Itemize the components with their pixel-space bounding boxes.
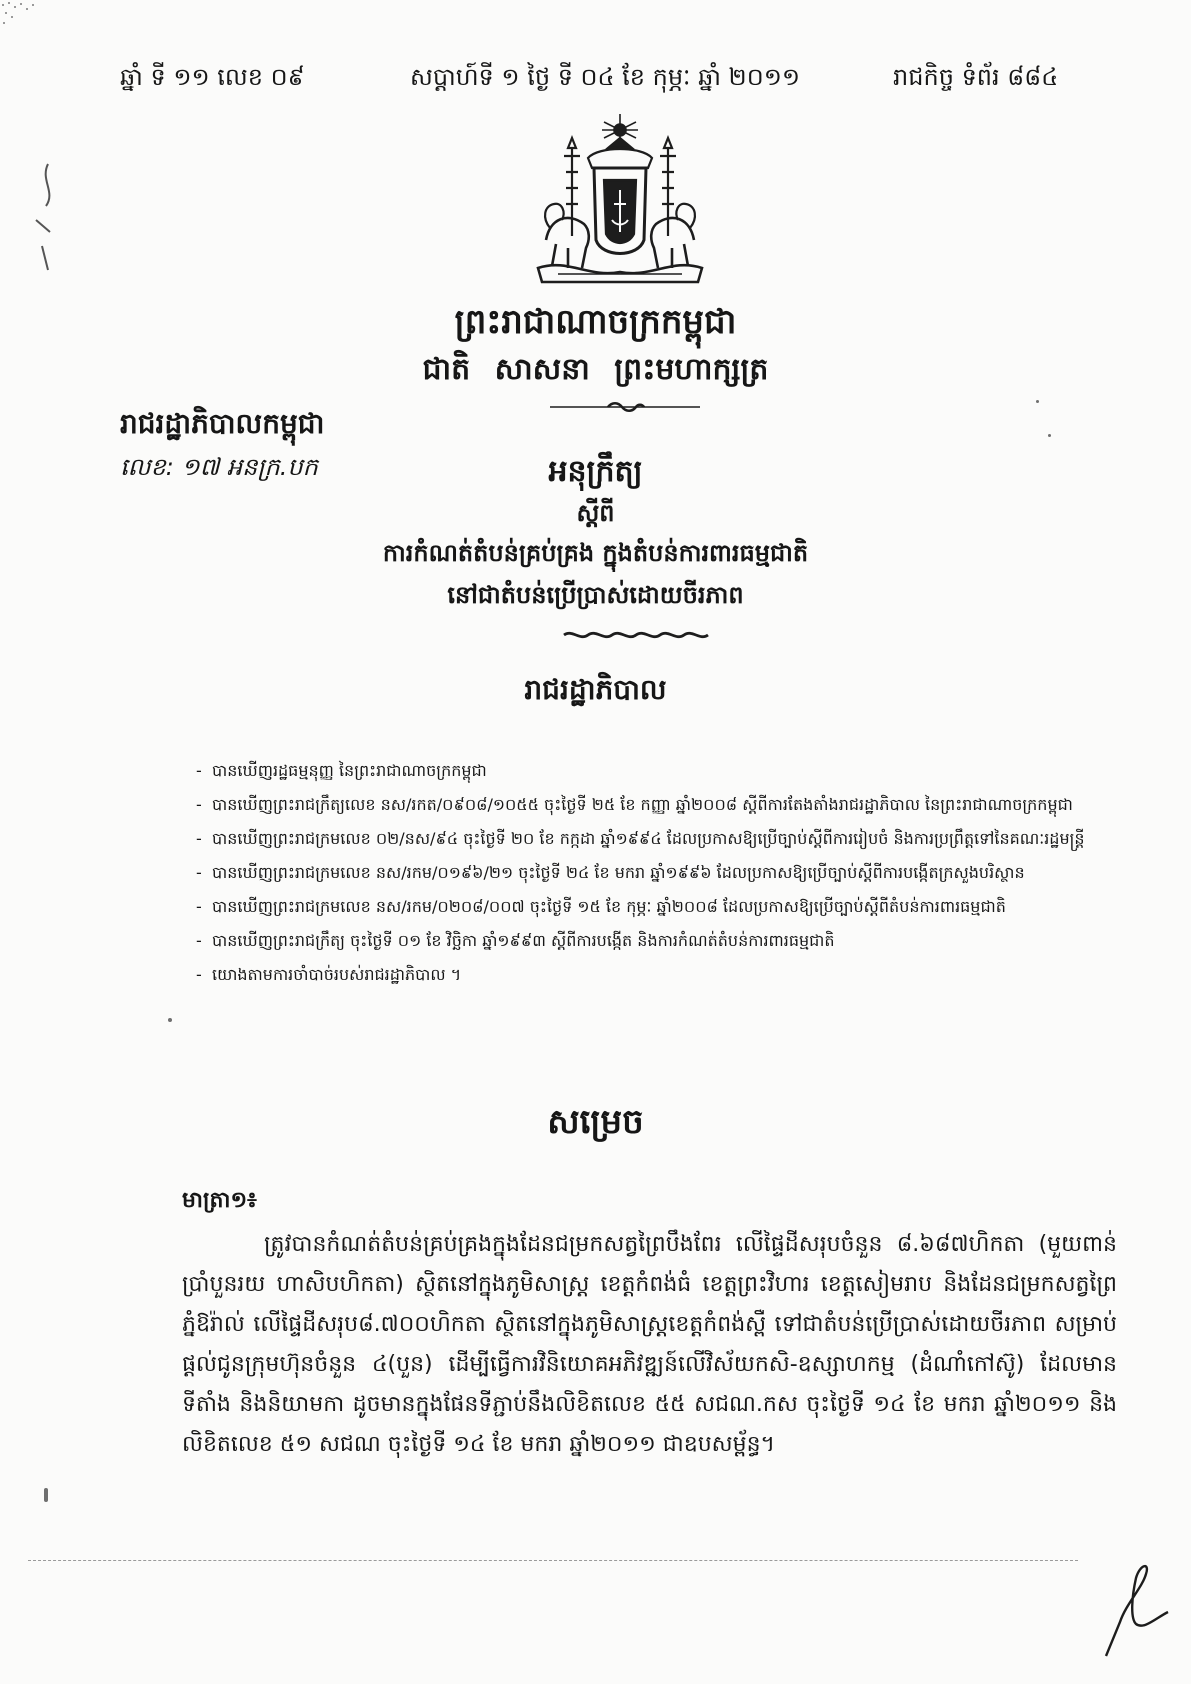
ornament-divider	[560, 628, 720, 642]
article-title: មាត្រា១៖	[182, 1188, 257, 1213]
article-body: ត្រូវបានកំណត់តំបន់គ្រប់គ្រងក្នុងដែនជម្រកសត្វព្រៃបឹងពែរ លើផ្ទៃដីសរុបចំនួន ៨.៦៨៧ហិកតា (មួយពាន់ ប្រាំបួនរយ ហាសិបហិកតា) ស្ថិតនៅក្នុងភូមិសាស្ត្រ ខេត្តកំពង់ធំ ខេត្តព្រះវិហារ ខេត្តសៀមរាប និងដែនជម្រកសត្វព្រៃភ្នំឱរ៉ាល់ លើផ្ទៃដីសរុប៨.៧០០ហិកតា ស្ថិតនៅក្នុងភូមិសាស្ត្រខេត្តកំពង់ស្ពឺ ទៅជាតំបន់ប្រើប្រាស់ដោយចីរភាព សម្រាប់ផ្តល់ជូនក្រុមហ៊ុនចំនួន ៤(បួន) ដើម្បីធ្វើការវិនិយោគអភិវឌ្ឍន៍លើវិស័យកសិ-ឧស្សាហកម្ម (ដំណាំកៅស៊ូ) ដែលមានទីតាំង និងនិយាមកា ដូចមានក្នុងផែនទីភ្ជាប់នឹងលិខិតលេខ ៥៥ សជណ.កស ចុះថ្ងៃទី ១៤ ខែ មករា ឆ្នាំ២០១១ និងលិខិតលេខ ៥១ សជណ ចុះថ្ងៃទី ១៤ ខែ មករា ឆ្នាំ២០១១ ជាឧបសម្ព័ន្ធ។	[182, 1232, 1117, 1457]
recital-item: - បានឃើញព្រះរាជក្រឹត្យលេខ នស/រកត/០៩០៨/១០៥៥ ចុះថ្ងៃទី ២៥ ខែ កញ្ញា ឆ្នាំ២០០៨ ស្តីពីការតែងតាំងរាជរដ្ឋាភិបាល នៃព្រះរាជាណាចក្រកម្ពុជា	[198, 792, 1128, 818]
issuer-heading: រាជរដ្ឋាភិបាល	[524, 673, 667, 706]
royal-coat-of-arms-icon	[528, 108, 712, 288]
scan-speck	[1036, 400, 1039, 403]
document-subject-line-1: ការកំណត់តំបន់គ្រប់គ្រង ក្នុងតំបន់ការពារធម្មជាតិ	[382, 539, 809, 567]
document-subject-line-2: នៅជាតំបន់ប្រើប្រាស់ដោយចីរភាព	[447, 581, 744, 609]
margin-scribble	[28, 160, 68, 280]
recital-item: - បានឃើញព្រះរាជក្រឹត្យ ចុះថ្ងៃទី ០១ ខែ វិច្ឆិកា ឆ្នាំ១៩៩៣ ស្តីពីការបង្កើត និងការកំណត់តំបន់ការពារធម្មជាតិ	[198, 928, 1128, 954]
handwritten-signature-icon	[1086, 1560, 1172, 1660]
decision-heading: សម្រេច	[547, 1102, 644, 1142]
ornament-divider	[550, 400, 700, 414]
gazette-year-issue: ឆ្នាំ ទី ១១ លេខ ០៩	[120, 63, 305, 91]
national-motto: ជាតិ សាសនា ព្រះមហាក្សត្រ	[422, 352, 769, 387]
recital-item: - បានឃើញព្រះរាជក្រមលេខ នស/រកម/០២០៨/០០៧ ចុះថ្ងៃទី ១៥ ខែ កុម្ភៈ ឆ្នាំ២០០៨ ដែលប្រកាសឱ្យប្រើច្បាប់ស្តីពីតំបន់ការពារធម្មជាតិ	[198, 894, 1128, 920]
reference-number: លេខ: ១៧ អនក្រ.បក	[120, 453, 318, 481]
page-bottom-rule	[28, 1560, 1078, 1561]
scan-noise	[0, 0, 60, 60]
document-about-label: ស្តីពី	[576, 499, 615, 527]
kingdom-title: ព្រះរាជាណាចក្រកម្ពុជា	[454, 302, 737, 342]
gazette-page-number: រាជកិច្ច ទំព័រ ៨៨៤	[893, 63, 1059, 91]
recitals-list	[198, 758, 1128, 996]
document-type-title: អនុក្រឹត្យ	[548, 454, 643, 489]
issuing-government: រាជរដ្ឋាភិបាលកម្ពុជា	[120, 407, 325, 440]
scan-speck	[1048, 434, 1051, 437]
recital-item: - បានឃើញរដ្ឋធម្មនុញ្ញ នៃព្រះរាជាណាចក្រកម្ពុជា	[198, 758, 1128, 784]
scan-speck	[44, 1488, 48, 1502]
recital-item: - បានឃើញព្រះរាជក្រមលេខ ០២/នស/៩៤ ចុះថ្ងៃទី ២០ ខែ កក្កដា ឆ្នាំ១៩៩៤ ដែលប្រកាសឱ្យប្រើច្បាប់ស្តីពីការរៀបចំ និងការប្រព្រឹត្តទៅនៃគណៈរដ្ឋមន្ត្រី	[198, 826, 1128, 852]
gazette-date: សប្តាហ៍ទី ១ ថ្ងៃ ទី ០៤ ខែ កុម្ភៈ ឆ្នាំ ២០១១	[410, 63, 801, 91]
recital-item: - យោងតាមការចាំបាច់របស់រាជរដ្ឋាភិបាល ។	[198, 962, 1128, 988]
recital-item: - បានឃើញព្រះរាជក្រមលេខ នស/រកម/០១៩៦/២១ ចុះថ្ងៃទី ២៤ ខែ មករា ឆ្នាំ១៩៩៦ ដែលប្រកាសឱ្យប្រើច្បាប់ស្តីពីការបង្កើតក្រសួងបរិស្ថាន	[198, 860, 1128, 886]
scan-speck	[168, 1018, 172, 1022]
